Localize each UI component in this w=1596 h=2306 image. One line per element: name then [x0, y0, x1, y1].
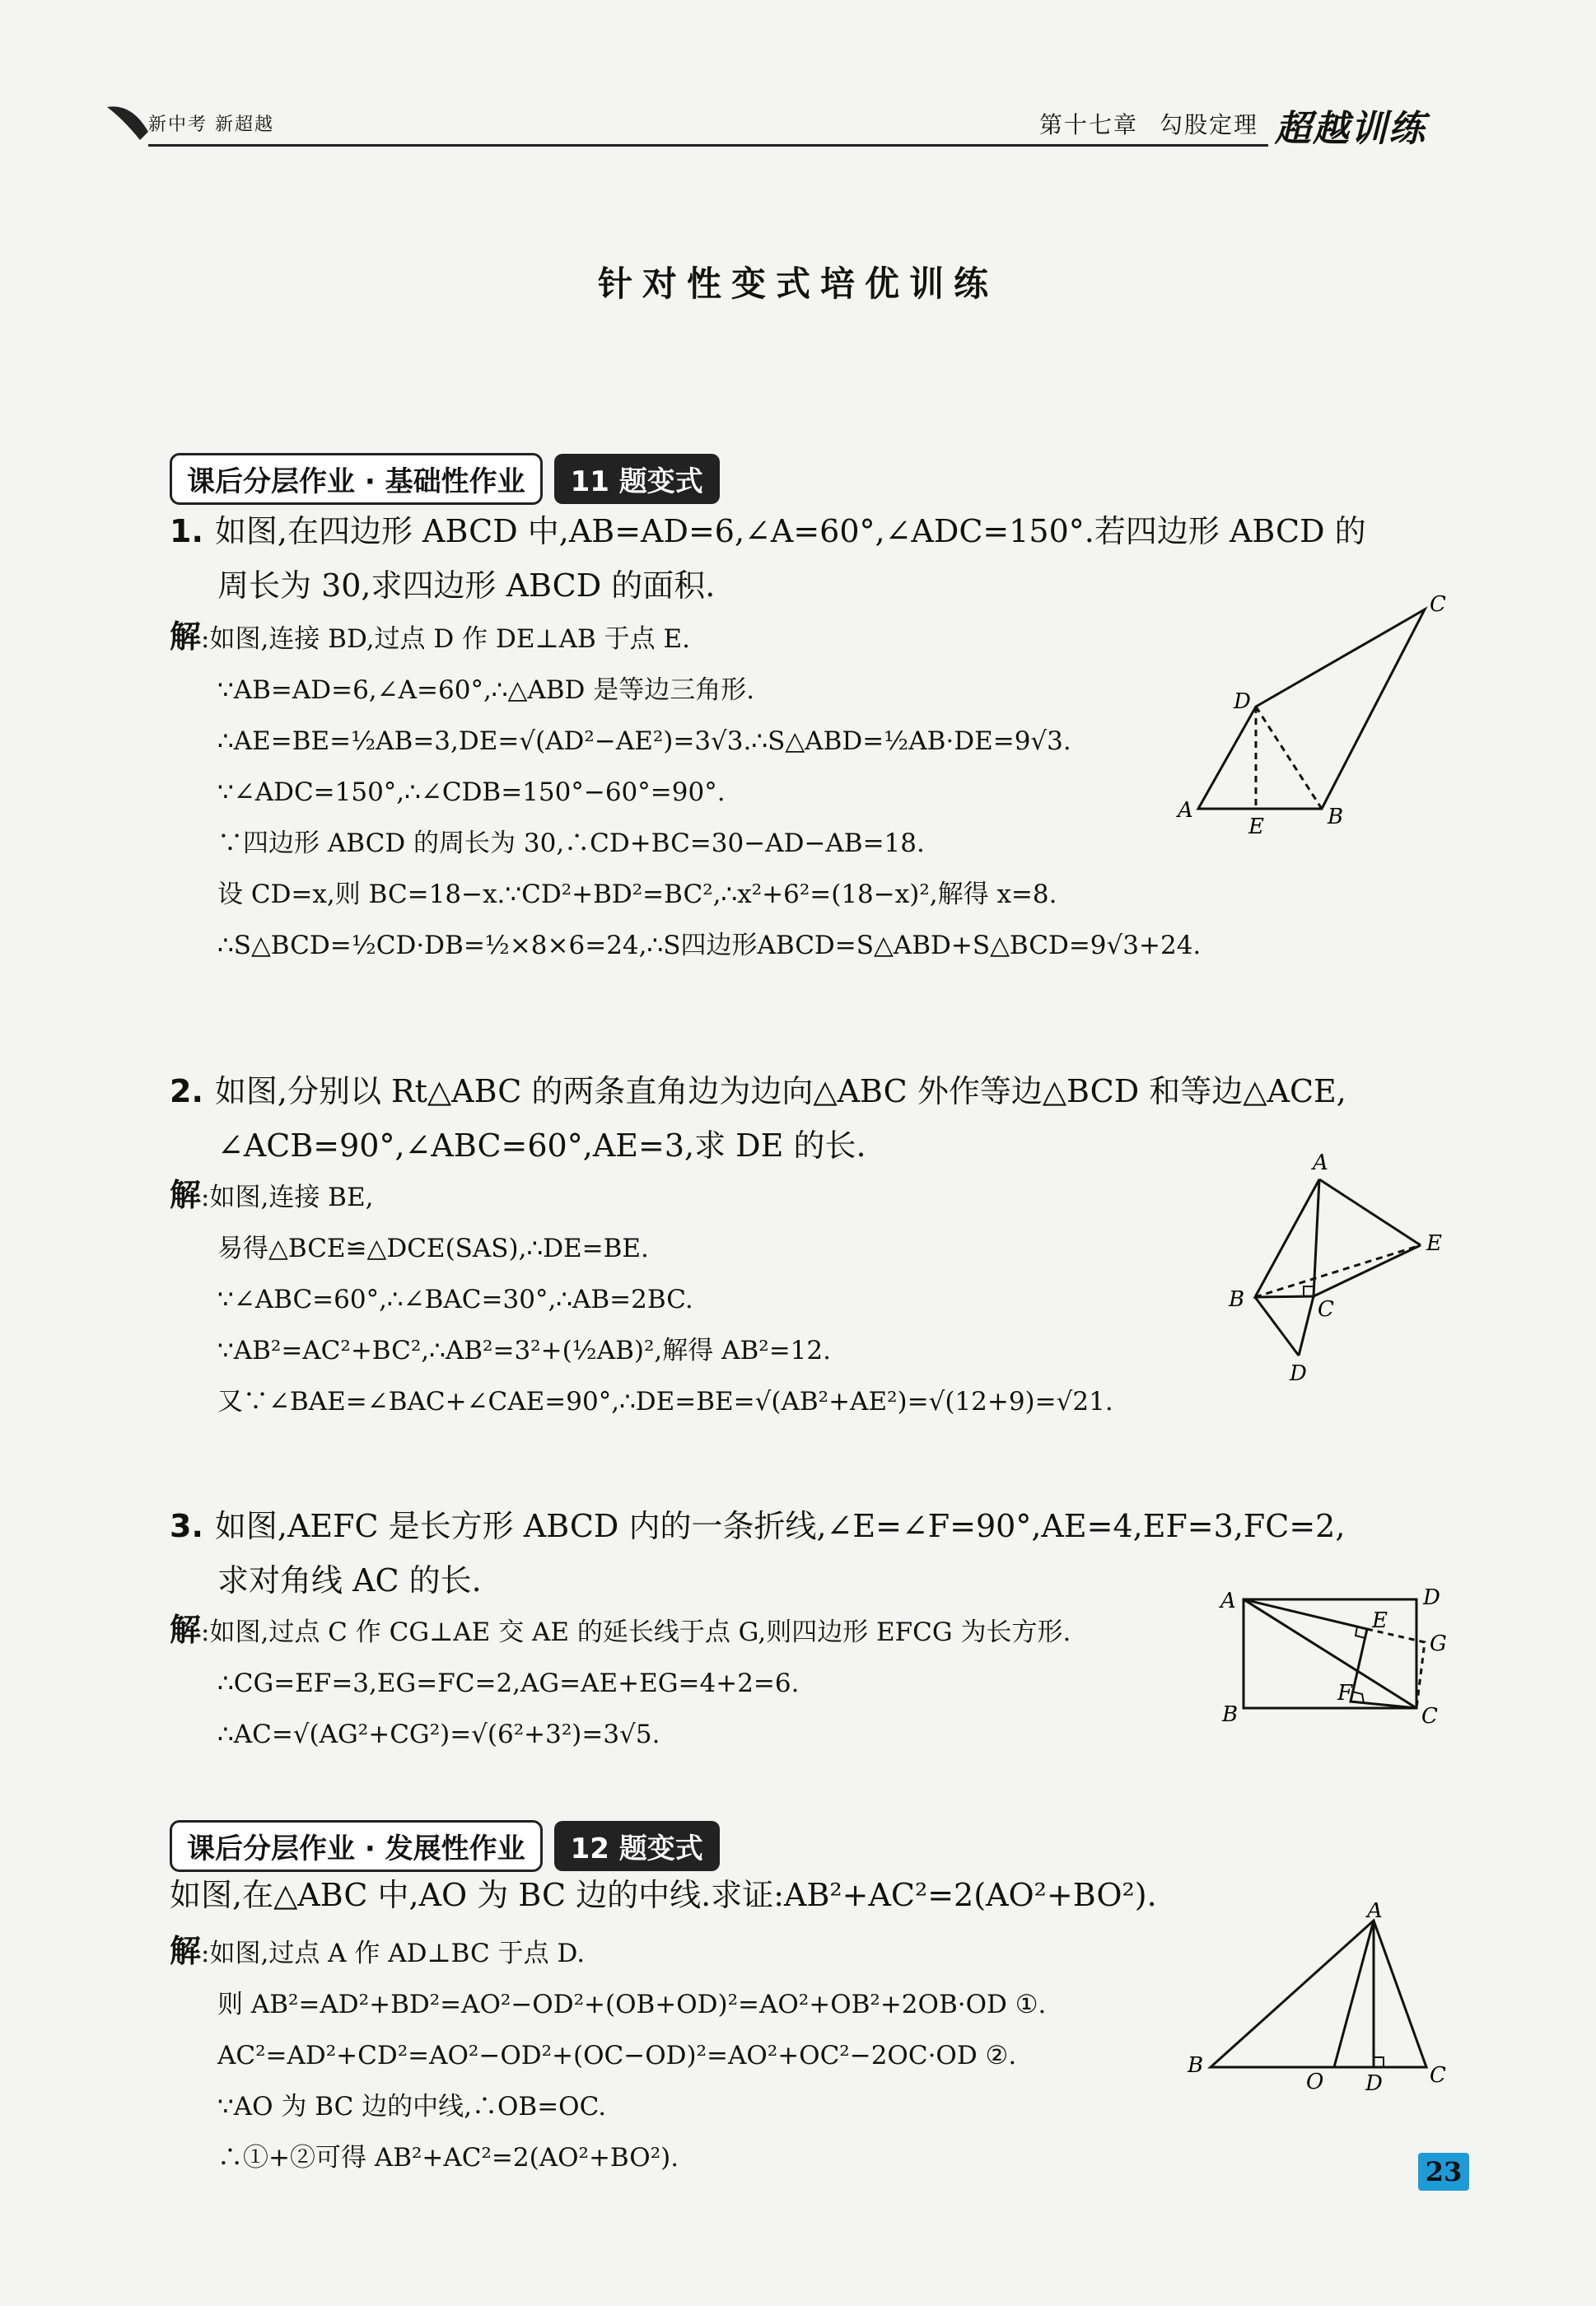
section-badge: 11 题变式	[554, 454, 720, 504]
label-e: E	[1426, 1231, 1442, 1256]
header-brand: 超越训练	[1275, 108, 1426, 150]
question-line	[170, 1064, 1454, 1118]
solution-line: ∴AE=BE=½AB=3,DE=√(AD²−AE²)=3√3.∴S△ABD=½AB·DE=9√3.	[217, 726, 1071, 756]
solution-line	[170, 1926, 1207, 1979]
question-text: 如图,在四边形 ABCD 中,AB=AD=6,∠A=60°,∠ADC=150°.若四边形 ABCD 的	[214, 513, 1366, 549]
solution-line: ∵四边形 ABCD 的周长为 30,∴CD+BC=30−AD−AB=18.	[217, 829, 925, 858]
solution-line	[170, 1604, 1207, 1658]
figure-equilateral-triangles	[1219, 1145, 1466, 1392]
section-badge: 12 题变式	[554, 1821, 720, 1871]
question-number: 1.	[170, 513, 203, 549]
solution-line: ∵∠ADC=150°,∴∠CDB=150°−60°=90°.	[217, 777, 726, 807]
figure-median-triangle	[1186, 1902, 1466, 2108]
section-label: 课后分层作业 · 基础性作业	[170, 453, 543, 505]
label-o: O	[1306, 2070, 1324, 2094]
page-title: 针对性变式培优训练	[597, 264, 998, 304]
label-e: E	[1372, 1608, 1388, 1633]
header-chapter	[1039, 107, 1280, 140]
label-a: A	[1313, 1151, 1328, 1175]
solution-line: ∴S△BCD=½CD·DB=½×8×6=24,∴S四边形ABCD=S△ABD+S△BCD=9√3+24.	[217, 931, 1202, 960]
solution-line: 易得△BCE≌△DCE(SAS),∴DE=BE.	[217, 1234, 649, 1263]
label-c: C	[1318, 1297, 1334, 1322]
solution-mark: 解	[170, 1933, 202, 1969]
solution-mark: 解	[170, 1177, 202, 1213]
solution-line: ∴AC=√(AG²+CG²)=√(6²+3²)=3√5.	[217, 1720, 660, 1749]
question-line: ∠ACB=90°,∠ABC=60°,AE=3,求 DE 的长.	[217, 1127, 866, 1164]
solution-4	[170, 1926, 1207, 2183]
label-b: B	[1222, 1702, 1239, 1727]
solution-mark: 解	[170, 1612, 202, 1648]
figure-rectangle-fold	[1211, 1581, 1466, 1730]
question-text: 如图,在△ABC 中,AO 为 BC 边的中线.求证:AB²+AC²=2(AO²+BO²).	[170, 1877, 1157, 1913]
solution-text: :如图,过点 A 作 AD⊥BC 于点 D.	[201, 1939, 586, 1968]
solution-1	[170, 611, 1202, 971]
label-d: D	[1234, 689, 1251, 714]
label-f: F	[1337, 1681, 1353, 1706]
topic-label: 勾股定理	[1160, 111, 1259, 138]
solution-line: ∴CG=EF=3,EG=FC=2,AG=AE+EG=4+2=6.	[217, 1669, 800, 1698]
label-c: C	[1430, 2063, 1446, 2088]
solution-line: ∵∠ABC=60°,∴∠BAC=30°,∴AB=2BC.	[217, 1285, 693, 1314]
section-header-basic	[170, 453, 720, 505]
label-a: A	[1178, 798, 1193, 823]
label-a: A	[1220, 1589, 1236, 1613]
solution-text: :如图,连接 BE,	[201, 1183, 374, 1212]
label-b: B	[1229, 1287, 1245, 1312]
question-text: 如图,AEFC 是长方形 ABCD 内的一条折线,∠E=∠F=90°,AE=4,EF=3,FC=2,	[214, 1508, 1346, 1544]
solution-text: :如图,过点 C 作 CG⊥AE 交 AE 的延长线于点 G,则四边形 EFCG 为长方形.	[201, 1617, 1071, 1647]
figure-quadrilateral-abcd	[1169, 593, 1466, 840]
solution-mark: 解	[170, 619, 202, 655]
solution-line: 设 CD=x,则 BC=18−x.∵CD²+BD²=BC²,∴x²+6²=(18−x)²,解得 x=8.	[217, 880, 1057, 909]
question-number: 2.	[170, 1073, 203, 1109]
solution-line	[170, 1169, 1158, 1223]
label-d: D	[1290, 1361, 1307, 1386]
solution-line: 则 AB²=AD²+BD²=AO²−OD²+(OB+OD)²=AO²+OB²+2OB·OD ①.	[217, 1990, 1047, 2019]
solution-line	[170, 611, 1158, 665]
page-number: 23	[1418, 2153, 1469, 2191]
solution-line: ∵AB=AD=6,∠A=60°,∴△ABD 是等边三角形.	[217, 675, 755, 705]
solution-3	[170, 1604, 1207, 1760]
label-c: C	[1421, 1704, 1438, 1729]
section-header-development	[170, 1820, 720, 1872]
label-b: B	[1328, 805, 1344, 829]
label-e: E	[1248, 815, 1264, 839]
solution-line: AC²=AD²+CD²=AO²−OD²+(OC−OD)²=AO²+OC²−2OC·OD ②.	[217, 2041, 1017, 2070]
solution-2	[170, 1169, 1158, 1427]
question-line: 求对角线 AC 的长.	[217, 1562, 482, 1599]
question-line: 周长为 30,求四边形 ABCD 的面积.	[217, 567, 716, 604]
solution-line: ∵AO 为 BC 边的中线,∴OB=OC.	[217, 2092, 607, 2122]
chapter-label: 第十七章	[1039, 111, 1139, 138]
label-c: C	[1430, 593, 1446, 617]
question-line	[170, 504, 1454, 558]
label-b: B	[1188, 2053, 1204, 2078]
solution-line: ∴①+②可得 AB²+AC²=2(AO²+BO²).	[217, 2143, 679, 2173]
label-d: D	[1365, 2071, 1383, 2096]
question-number: 3.	[170, 1508, 203, 1544]
header-series-name: 新中考 新超越	[148, 114, 274, 135]
question-text: 如图,分别以 Rt△ABC 的两条直角边为边向△ABC 外作等边△BCD 和等边△ACE,	[214, 1073, 1346, 1109]
section-label: 课后分层作业 · 发展性作业	[170, 1820, 543, 1872]
label-d: D	[1423, 1585, 1440, 1610]
solution-line: 又∵∠BAE=∠BAC+∠CAE=90°,∴DE=BE=√(AB²+AE²)=√(12+9)=√21.	[217, 1387, 1113, 1417]
label-a: A	[1367, 1902, 1383, 1923]
header-rule	[148, 144, 1268, 147]
label-g: G	[1430, 1631, 1447, 1656]
question-line	[170, 1499, 1454, 1553]
solution-line: ∵AB²=AC²+BC²,∴AB²=3²+(½AB)²,解得 AB²=12.	[217, 1336, 831, 1365]
solution-text: :如图,连接 BD,过点 D 作 DE⊥AB 于点 E.	[201, 624, 690, 654]
